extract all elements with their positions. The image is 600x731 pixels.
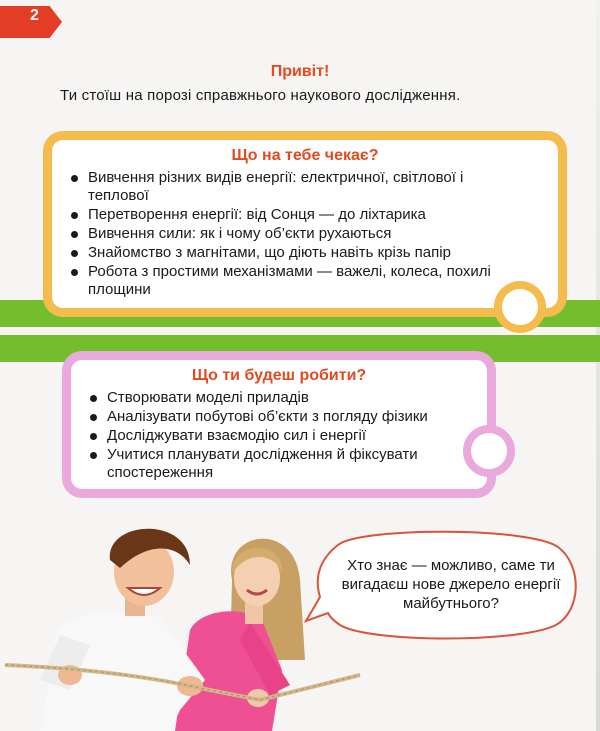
pink-ring-decoration (463, 425, 515, 477)
list-item: Робота з простими механізмами — важелі, колеса, похилі площини (88, 263, 518, 299)
page-edge (596, 0, 600, 731)
intro-text: Ти стоїш на порозі справжнього наукового дослідження. (60, 87, 461, 104)
list-item: Аналізувати побутові об’єкти з погляду фізики (107, 408, 457, 426)
list-item: Учитися планувати дослідження й фіксувати спостереження (107, 446, 457, 482)
do-box (62, 351, 496, 498)
page-number: 2 (30, 7, 39, 24)
list-item: Знайомство з магнітами, що діють навіть крізь папір (88, 244, 518, 262)
list-item: Створювати моделі приладів (107, 389, 457, 407)
list-item: Вивчення сили: як і чому об’єкти рухаються (88, 225, 518, 243)
list-item: Вивчення різних видів енергії: електричної, світлової і теплової (88, 169, 518, 205)
expect-list (88, 169, 518, 299)
orange-ring-decoration (494, 281, 546, 333)
list-item: Перетворення енергії: від Сонця — до ліхтарика (88, 206, 518, 224)
speech-bubble-text: Хто знає — можливо, саме ти вигадаєш нове джерело енергії майбутнього? (341, 557, 561, 612)
greeting-heading: Привіт! (270, 63, 330, 80)
expect-box (43, 131, 567, 317)
do-list (107, 389, 457, 482)
do-box-title: Що ти будеш робити? (191, 367, 367, 384)
list-item: Досліджувати взаємодію сил і енергії (107, 427, 457, 445)
expect-box-title: Що на тебе чекає? (231, 147, 379, 164)
